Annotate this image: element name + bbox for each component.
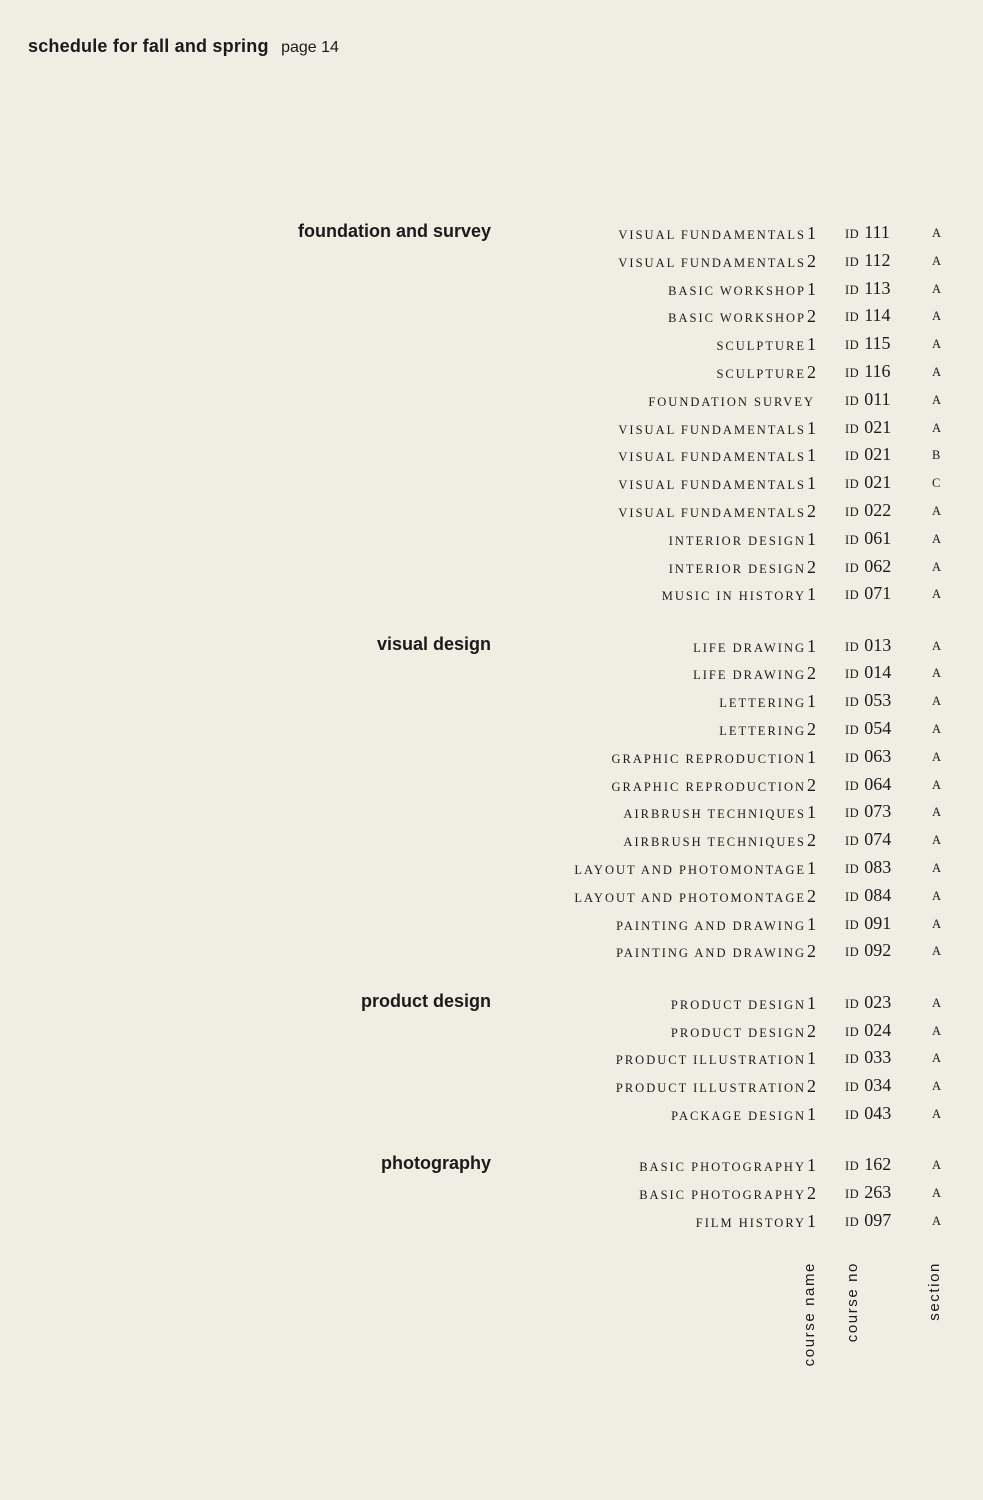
course-name — [669, 529, 816, 550]
course-no: 112 — [864, 249, 891, 270]
course-no: 013 — [864, 634, 892, 655]
course-level: 1 — [807, 417, 816, 438]
course-name-text: VISUAL FUNDAMENTALS — [618, 450, 806, 465]
table-row — [0, 470, 983, 498]
course-section: A — [932, 364, 942, 379]
table-row — [0, 359, 983, 387]
course-name-text: VISUAL FUNDAMENTALS — [618, 255, 806, 270]
course-name-text: SCULPTURE — [716, 339, 806, 354]
course-level: 1 — [807, 746, 816, 767]
course-prefix: ID — [845, 1080, 860, 1095]
course-schedule-table — [0, 220, 983, 1259]
course-prefix: ID — [845, 504, 860, 519]
course-section: A — [932, 995, 942, 1010]
course-section: A — [932, 420, 942, 435]
course-name-text: PRODUCT DESIGN — [670, 1025, 806, 1040]
course-name — [668, 279, 816, 300]
table-row — [0, 938, 983, 966]
course-no: 043 — [864, 1102, 892, 1123]
course-no: 097 — [864, 1209, 892, 1230]
course-name-text: LETTERING — [719, 724, 806, 739]
course-number — [845, 528, 891, 549]
course-number — [845, 635, 891, 656]
course-section: A — [932, 337, 942, 352]
course-level: 1 — [807, 584, 816, 605]
table-row — [0, 990, 983, 1018]
table-row — [0, 688, 983, 716]
course-no: 061 — [864, 527, 892, 548]
course-no: 062 — [864, 555, 892, 576]
course-name-text: PAINTING AND DRAWING — [616, 918, 806, 933]
course-number — [845, 1020, 891, 1041]
course-section: A — [932, 281, 942, 296]
course-name — [669, 557, 816, 578]
course-number — [845, 278, 891, 299]
course-section: A — [932, 749, 942, 764]
course-section: A — [932, 1213, 942, 1228]
course-level: 2 — [807, 500, 816, 521]
course-section: A — [932, 1051, 942, 1066]
course-level: 1 — [807, 635, 816, 656]
course-no: 091 — [864, 912, 892, 933]
course-number — [845, 1047, 891, 1068]
course-number — [845, 829, 891, 850]
course-prefix: ID — [845, 449, 860, 464]
course-name-text: AIRBRUSH TECHNIQUES — [623, 807, 806, 822]
page-title: schedule for fall and spring — [28, 36, 269, 56]
course-level: 2 — [807, 885, 816, 906]
course-no: 011 — [864, 388, 891, 409]
course-name-text: GRAPHIC REPRODUCTION — [611, 751, 806, 766]
course-name — [616, 941, 816, 962]
table-row — [0, 883, 983, 911]
column-label-section: section — [926, 1262, 943, 1321]
course-prefix: ID — [845, 945, 860, 960]
course-level: 1 — [807, 858, 816, 879]
course-name-text: LAYOUT AND PHOTOMONTAGE — [574, 890, 806, 905]
course-section: A — [932, 503, 942, 518]
course-no: 021 — [864, 472, 892, 493]
course-number — [845, 1182, 891, 1203]
course-level: 1 — [807, 473, 816, 494]
table-row — [0, 331, 983, 359]
course-no: 115 — [864, 333, 891, 354]
course-prefix: ID — [845, 282, 860, 297]
course-number — [845, 913, 891, 934]
course-prefix: ID — [845, 695, 860, 710]
course-number — [845, 857, 891, 878]
table-row — [0, 633, 983, 661]
course-no: 116 — [864, 360, 891, 381]
course-section: A — [932, 666, 942, 681]
course-level: 2 — [807, 306, 816, 327]
course-prefix: ID — [845, 532, 860, 547]
table-row — [0, 1152, 983, 1180]
course-name-text: PACKAGE DESIGN — [671, 1108, 806, 1123]
course-section: A — [932, 531, 942, 546]
course-prefix: ID — [845, 723, 860, 738]
course-name — [611, 775, 816, 796]
course-name — [618, 473, 816, 494]
course-number — [845, 992, 891, 1013]
table-row — [0, 1018, 983, 1046]
page-number: page 14 — [281, 39, 339, 56]
course-name-text: LIFE DRAWING — [693, 668, 806, 683]
course-prefix: ID — [845, 227, 860, 241]
course-name — [616, 1048, 816, 1069]
course-no: 083 — [864, 857, 892, 878]
course-number — [845, 556, 891, 577]
table-row — [0, 660, 983, 688]
course-name — [574, 886, 816, 907]
table-row — [0, 303, 983, 331]
course-no: 053 — [864, 690, 892, 711]
course-prefix: ID — [845, 996, 860, 1011]
course-name-text: GRAPHIC REPRODUCTION — [611, 779, 806, 794]
course-prefix: ID — [845, 778, 860, 793]
group-title: visual design — [376, 633, 491, 654]
table-row — [0, 1045, 983, 1073]
course-number — [845, 361, 891, 382]
table-row — [0, 1180, 983, 1208]
table-row — [0, 744, 983, 772]
course-no: 021 — [864, 416, 892, 437]
course-number — [845, 1075, 891, 1096]
course-number — [845, 1210, 891, 1231]
course-name — [616, 914, 816, 935]
table-row — [0, 855, 983, 883]
course-section: A — [932, 587, 942, 602]
course-level: 2 — [807, 250, 816, 271]
table-row — [0, 248, 983, 276]
course-no: 054 — [864, 718, 892, 739]
course-section: A — [932, 309, 942, 324]
course-prefix: ID — [845, 1052, 860, 1067]
course-name — [671, 1021, 816, 1042]
course-prefix: ID — [845, 917, 860, 932]
course-section: A — [932, 805, 942, 820]
course-section: A — [932, 861, 942, 876]
course-name — [693, 663, 816, 684]
course-name — [719, 691, 816, 712]
course-number — [845, 305, 891, 326]
course-prefix: ID — [845, 639, 860, 654]
course-name-text: VISUAL FUNDAMENTALS — [618, 478, 806, 493]
course-section: A — [932, 253, 942, 268]
course-group — [0, 1152, 983, 1235]
course-number — [845, 774, 891, 795]
course-section: A — [932, 694, 942, 709]
course-name-text: BASIC WORKSHOP — [668, 311, 806, 326]
course-level: 2 — [807, 361, 816, 382]
course-section: A — [932, 833, 942, 848]
table-row — [0, 716, 983, 744]
course-name-text: FILM HISTORY — [695, 1215, 806, 1230]
course-prefix: ID — [845, 588, 860, 603]
course-name — [671, 993, 816, 1014]
course-group — [0, 633, 983, 967]
course-prefix: ID — [845, 1159, 860, 1174]
course-prefix: ID — [845, 862, 860, 877]
course-prefix: ID — [845, 1214, 860, 1229]
course-name — [716, 334, 816, 355]
course-level: 2 — [807, 1183, 816, 1203]
course-level: 1 — [807, 992, 816, 1013]
table-row — [0, 526, 983, 554]
course-no: 033 — [864, 1047, 892, 1068]
course-name-text: VISUAL FUNDAMENTALS — [618, 422, 806, 437]
course-name — [616, 1076, 816, 1097]
course-name-text: MUSIC IN HISTORY — [661, 589, 806, 604]
course-no: 263 — [864, 1182, 892, 1202]
course-level: 1 — [807, 1155, 816, 1176]
course-level: 2 — [807, 556, 816, 577]
course-no: 092 — [864, 940, 892, 961]
course-name — [662, 584, 816, 605]
table-row — [0, 1073, 983, 1101]
course-level: 2 — [807, 1020, 816, 1041]
course-name-text: INTERIOR DESIGN — [668, 533, 806, 548]
course-name — [668, 306, 816, 327]
course-section: A — [932, 777, 942, 792]
course-prefix: ID — [845, 834, 860, 849]
course-level: 2 — [807, 774, 816, 795]
course-name-text: BASIC PHOTOGRAPHY — [639, 1188, 806, 1202]
table-row — [0, 1101, 983, 1129]
course-name-text: LETTERING — [719, 696, 806, 711]
course-prefix: ID — [845, 477, 860, 492]
table-row — [0, 911, 983, 939]
course-number — [845, 1103, 891, 1124]
course-number — [845, 940, 891, 961]
course-name-text: LIFE DRAWING — [693, 640, 806, 655]
course-level: 1 — [807, 1210, 816, 1231]
course-name-text: BASIC WORKSHOP — [668, 283, 806, 298]
course-no: 111 — [864, 222, 890, 242]
course-no: 113 — [864, 277, 891, 298]
table-row — [0, 220, 983, 248]
course-level: 1 — [807, 1048, 816, 1069]
course-name-text: FOUNDATION SURVEY — [648, 394, 815, 409]
page-header — [28, 36, 339, 57]
course-number — [845, 500, 891, 521]
course-prefix: ID — [845, 421, 860, 436]
course-no: 162 — [864, 1154, 892, 1175]
course-no: 014 — [864, 662, 892, 683]
group-title: photography — [381, 1153, 491, 1174]
table-row — [0, 442, 983, 470]
course-level: 1 — [807, 528, 816, 549]
course-name-text: VISUAL FUNDAMENTALS — [618, 505, 806, 520]
course-section: A — [932, 888, 942, 903]
course-prefix: ID — [845, 1024, 860, 1039]
table-row — [0, 799, 983, 827]
table-row — [0, 1208, 983, 1236]
course-number — [845, 472, 891, 493]
course-name — [696, 1211, 816, 1232]
course-section: A — [932, 1023, 942, 1038]
course-group — [0, 220, 983, 609]
course-level: 1 — [807, 1103, 816, 1124]
course-name — [623, 830, 816, 851]
course-name-text: PRODUCT ILLUSTRATION — [615, 1081, 806, 1096]
course-prefix: ID — [845, 310, 860, 325]
course-no: 034 — [864, 1075, 892, 1096]
course-name — [618, 501, 816, 522]
course-level: 2 — [807, 1076, 816, 1097]
course-prefix: ID — [845, 1187, 860, 1201]
course-prefix: ID — [845, 1107, 860, 1122]
course-number — [845, 746, 891, 767]
course-level: 1 — [807, 278, 816, 299]
course-no: 022 — [864, 499, 892, 520]
course-name-text: BASIC PHOTOGRAPHY — [639, 1160, 806, 1175]
column-label-course-no: course no — [844, 1262, 861, 1343]
course-number — [845, 690, 891, 711]
course-no: 074 — [864, 829, 892, 850]
course-no: 021 — [864, 444, 892, 465]
course-number — [845, 885, 891, 906]
course-no: 071 — [864, 583, 892, 604]
course-section: A — [932, 226, 942, 240]
course-name — [719, 719, 816, 740]
course-name — [618, 223, 816, 244]
table-row — [0, 581, 983, 609]
course-section: A — [932, 1079, 942, 1094]
course-section: A — [932, 392, 942, 407]
course-level: 1 — [807, 913, 816, 934]
course-group — [0, 990, 983, 1129]
course-level: 1 — [807, 445, 816, 466]
course-level: 2 — [807, 663, 816, 684]
course-name — [618, 251, 816, 272]
course-level: 2 — [807, 830, 816, 851]
course-name — [639, 1155, 816, 1176]
course-name-text: PRODUCT ILLUSTRATION — [615, 1053, 806, 1068]
table-row — [0, 276, 983, 304]
course-name — [693, 636, 816, 657]
course-level: 1 — [807, 802, 816, 823]
course-level: 2 — [807, 941, 816, 962]
course-prefix: ID — [845, 365, 860, 380]
course-number — [845, 417, 891, 438]
table-row — [0, 415, 983, 443]
group-title: product design — [361, 990, 491, 1011]
course-no: 114 — [864, 305, 891, 326]
course-section: A — [932, 1186, 942, 1200]
course-number — [845, 444, 891, 465]
course-section: A — [932, 1158, 942, 1173]
course-section: A — [932, 1106, 942, 1121]
course-level: 1 — [807, 334, 816, 355]
course-number — [845, 718, 891, 739]
course-section: B — [932, 448, 941, 463]
course-number — [845, 583, 891, 604]
course-section: C — [932, 476, 941, 491]
course-number — [845, 333, 891, 354]
course-name-text: VISUAL FUNDAMENTALS — [618, 228, 806, 242]
course-name — [618, 445, 816, 466]
course-name-text: AIRBRUSH TECHNIQUES — [623, 835, 806, 850]
course-no: 084 — [864, 884, 892, 905]
course-name-text: LAYOUT AND PHOTOMONTAGE — [574, 863, 806, 878]
course-prefix: ID — [845, 393, 860, 408]
course-prefix: ID — [845, 889, 860, 904]
table-row — [0, 772, 983, 800]
course-name-text: INTERIOR DESIGN — [668, 561, 806, 576]
course-section: A — [932, 944, 942, 959]
course-name-text: SCULPTURE — [716, 366, 806, 381]
course-level: 2 — [807, 719, 816, 740]
course-number — [845, 662, 891, 683]
course-level: 1 — [807, 223, 816, 243]
course-name — [671, 1104, 816, 1125]
course-section: A — [932, 722, 942, 737]
course-number — [845, 250, 891, 271]
column-label-course-name: course name — [801, 1262, 818, 1367]
course-level: 1 — [807, 691, 816, 712]
course-no: 073 — [864, 801, 892, 822]
course-number — [845, 389, 891, 410]
course-no: 064 — [864, 773, 892, 794]
course-name — [648, 390, 816, 411]
table-row — [0, 827, 983, 855]
course-number — [845, 1154, 891, 1175]
course-name — [611, 747, 816, 768]
table-row — [0, 387, 983, 415]
course-prefix: ID — [845, 560, 860, 575]
course-name — [574, 858, 816, 879]
course-name-text: PRODUCT DESIGN — [670, 997, 806, 1012]
course-name — [618, 418, 816, 439]
course-name — [639, 1183, 816, 1204]
course-name — [623, 802, 816, 823]
course-prefix: ID — [845, 750, 860, 765]
course-section: A — [932, 916, 942, 931]
course-number — [845, 801, 891, 822]
course-name — [716, 362, 816, 383]
course-name-text: PAINTING AND DRAWING — [616, 946, 806, 961]
table-row — [0, 498, 983, 526]
course-number — [845, 222, 890, 243]
table-row — [0, 554, 983, 582]
course-section: A — [932, 559, 942, 574]
course-prefix: ID — [845, 254, 860, 269]
course-prefix: ID — [845, 806, 860, 821]
course-prefix: ID — [845, 338, 860, 353]
course-no: 023 — [864, 991, 892, 1012]
course-prefix: ID — [845, 667, 860, 682]
course-section: A — [932, 638, 942, 653]
course-no: 024 — [864, 1019, 892, 1040]
course-no: 063 — [864, 745, 892, 766]
group-title: foundation and survey — [297, 221, 491, 241]
